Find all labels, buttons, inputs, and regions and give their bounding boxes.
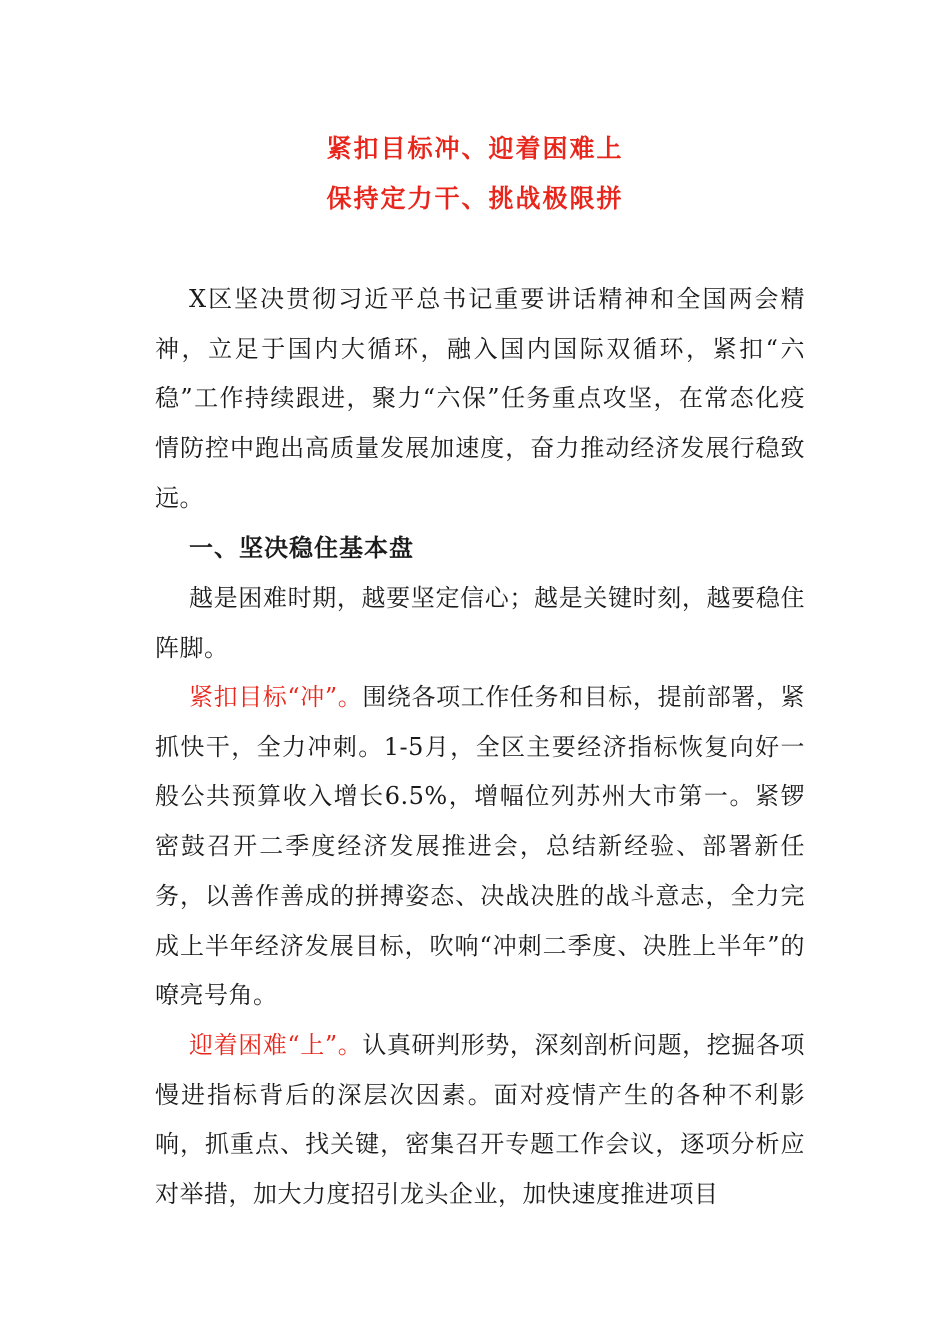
intro-paragraph-block [155, 275, 805, 524]
section-1-paragraph-2 [155, 673, 805, 1021]
document-title-line-2: 保持定力干、挑战极限拼 [326, 184, 624, 213]
section-1-paragraph-3 [155, 1021, 805, 1220]
section-1-heading: 一、坚决稳住基本盘 [189, 534, 414, 562]
section-heading-block [155, 524, 805, 574]
intro-paragraph: X区坚决贯彻习近平总书记重要讲话精神和全国两会精神，立足于国内大循环，融入国内国际双循环，紧扣“六稳”工作持续跟进，聚力“六保”任务重点攻坚，在常态化疫情防控中跑出高质量发展加速度，奋力推动经济发展行稳致远。 [155, 285, 805, 512]
section-paragraph-block [155, 1021, 805, 1220]
paragraph-lead-phrase: 紧扣目标“冲”。 [189, 683, 363, 711]
paragraph-lead-phrase: 迎着困难“上”。 [189, 1031, 363, 1059]
paragraph-body-text: 认真研判形势，深刻剖析问题，挖掘各项慢进指标背后的深层次因素。面对疫情产生的各种不利影响，抓重点、找关键，密集召开专题工作会议，逐项分析应对举措，加大力度招引龙头企业，加快速度推进项目 [155, 1031, 805, 1209]
section-paragraph-block [155, 673, 805, 1021]
document-title-line-1: 紧扣目标冲、迎着困难上 [326, 134, 624, 163]
paragraph-body-text: 围绕各项工作任务和目标，提前部署，紧抓快干，全力冲刺。1-5月，全区主要经济指标恢复向好一般公共预算收入增长6.5%，增幅位列苏州大市第一。紧锣密鼓召开二季度经济发展推进会，总结新经验、部署新任务，以善作善成的拼搏姿态、决战决胜的战斗意志，全力完成上半年经济发展目标，吹响“冲刺二季度、决胜上半年”的嘹亮号角。 [155, 683, 805, 1010]
section-paragraph-block [155, 574, 805, 673]
section-1-paragraph-1: 越是困难时期，越要坚定信心；越是关键时刻，越要稳住阵脚。 [155, 584, 805, 662]
